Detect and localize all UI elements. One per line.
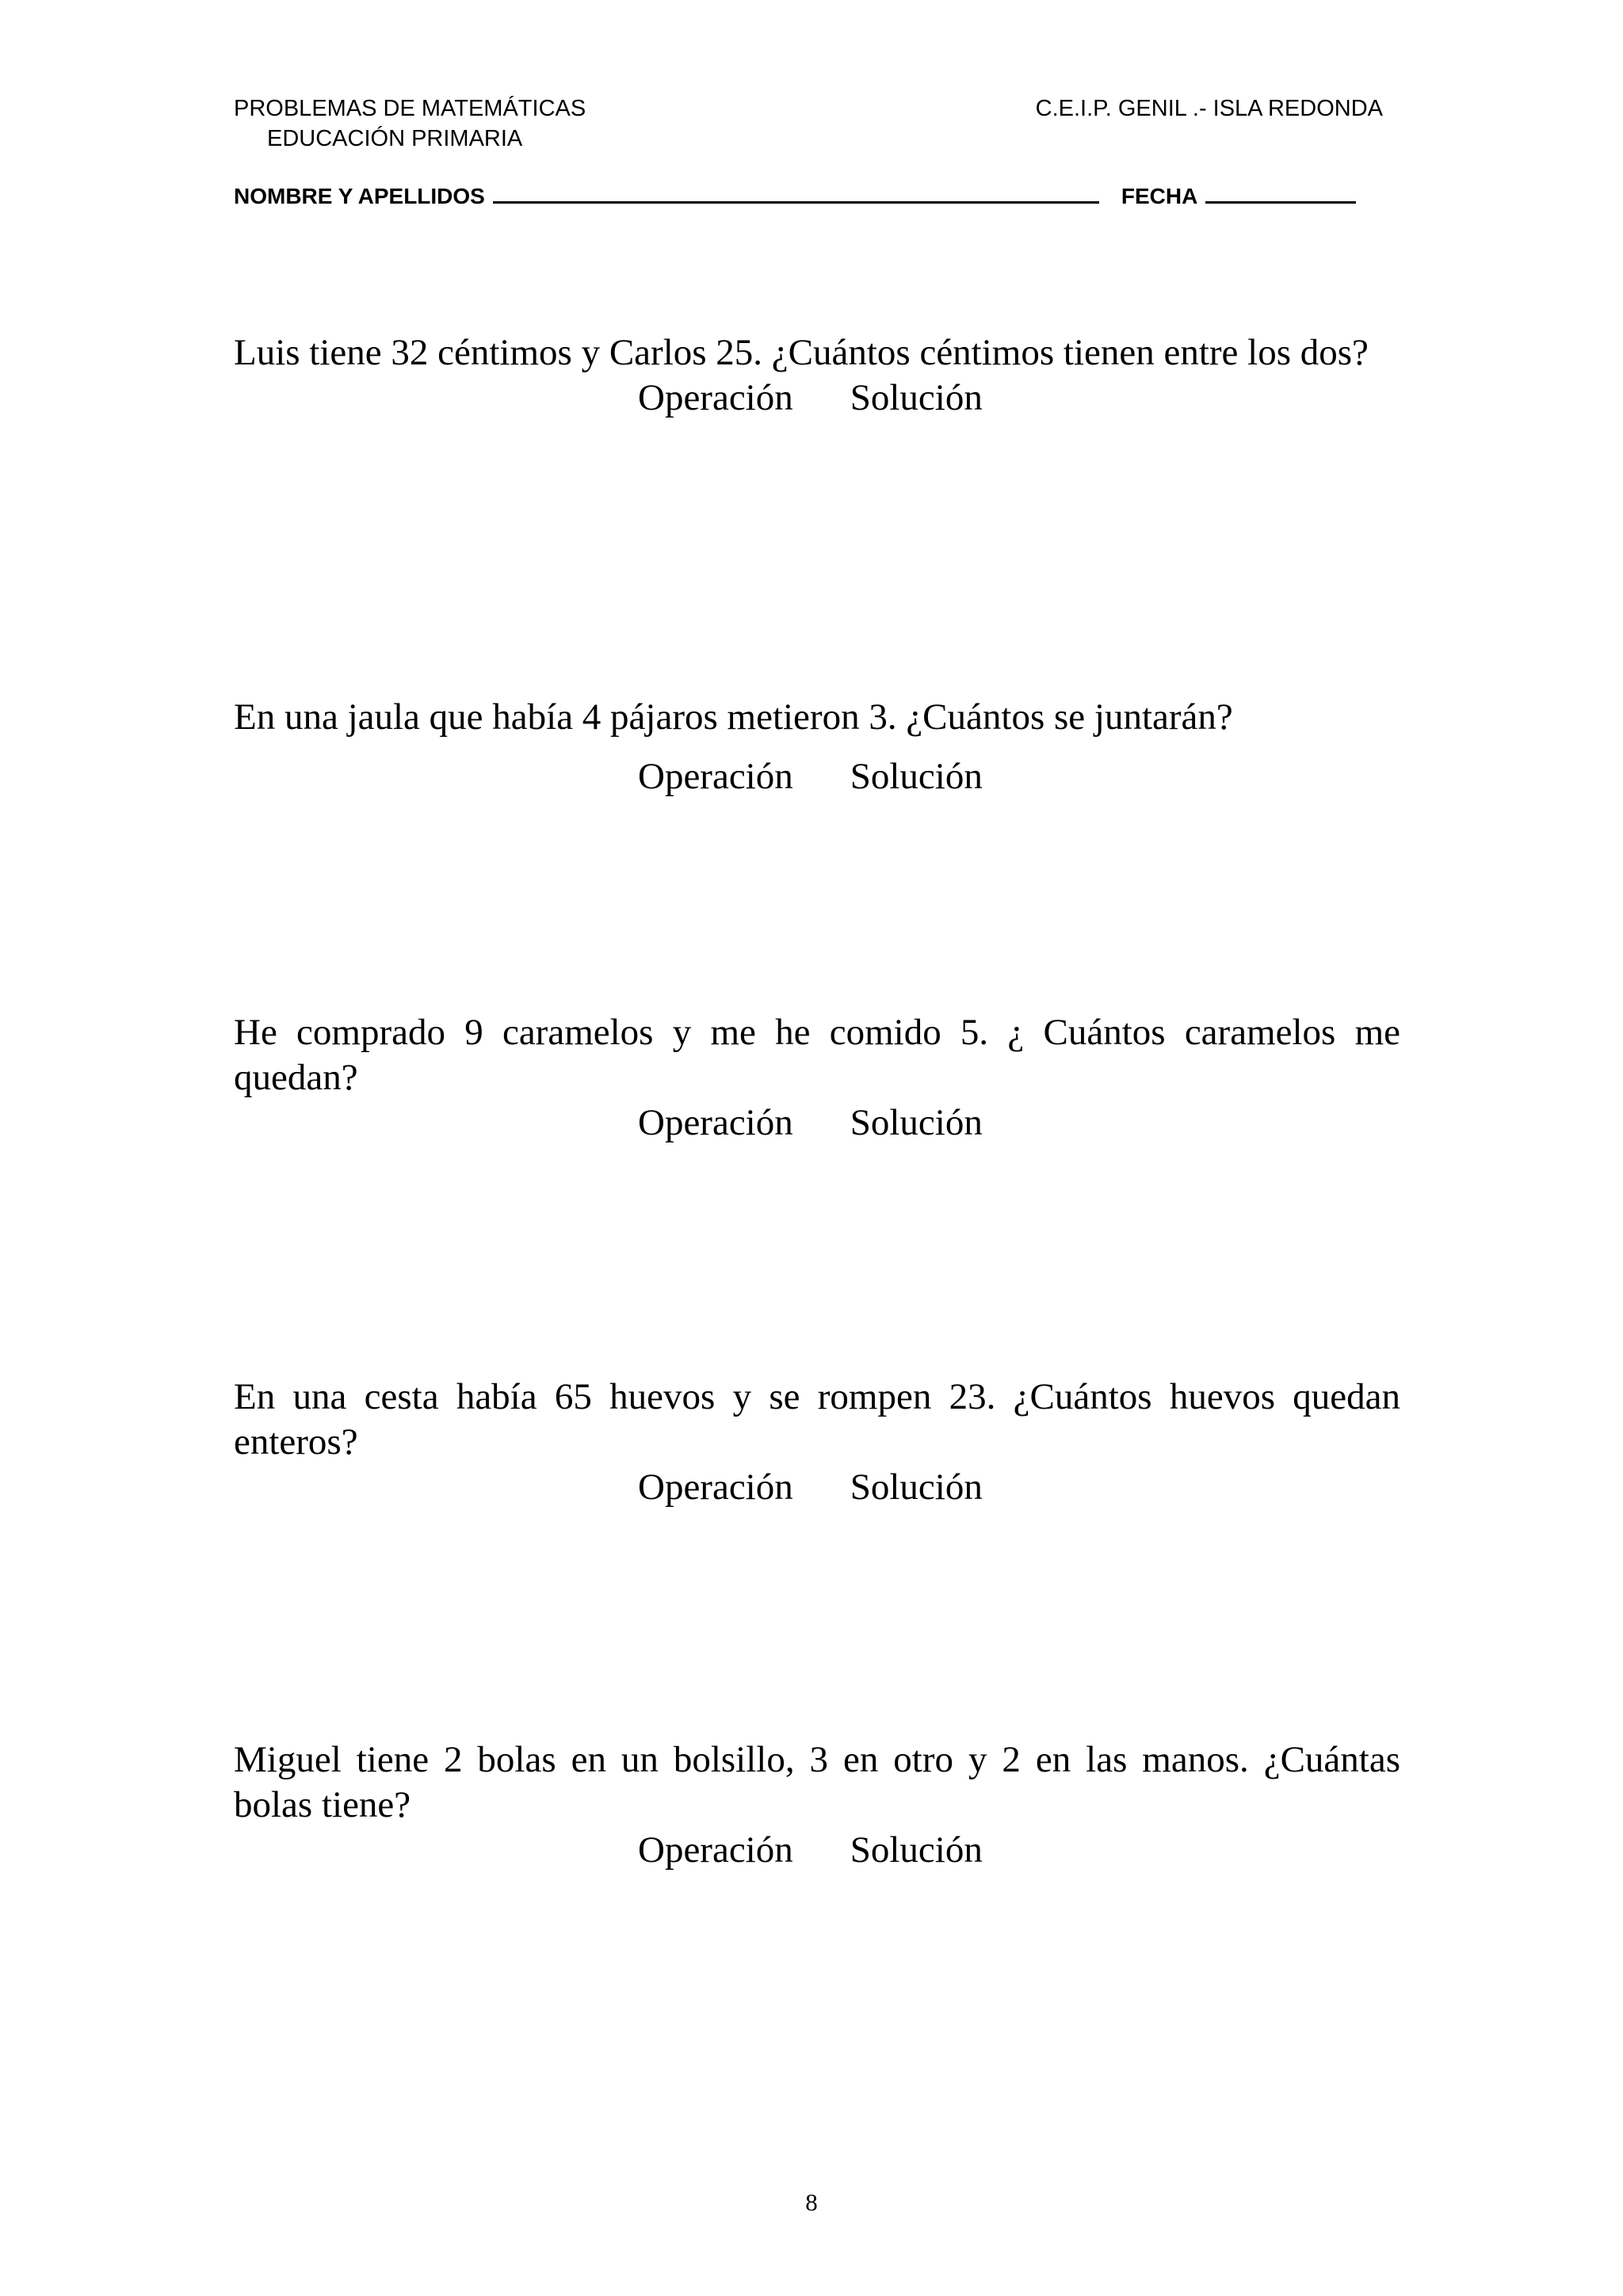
problem-3 [234, 1010, 1400, 1146]
problem-1 [234, 330, 1400, 421]
header-school: C.E.I.P. GENIL .- ISLA REDONDA [1035, 96, 1383, 121]
name-blank-line[interactable] [493, 181, 1099, 204]
problem-answer-labels [234, 1828, 1400, 1873]
operation-label: Operación [638, 377, 793, 418]
solution-label: Solución [850, 756, 983, 797]
problem-answer-labels [234, 1100, 1400, 1146]
problem-answer-labels [234, 1465, 1400, 1510]
operation-label: Operación [638, 1466, 793, 1508]
solution-label: Solución [850, 1829, 983, 1871]
operation-label: Operación [638, 1829, 793, 1871]
operation-label: Operación [638, 756, 793, 797]
problem-4 [234, 1375, 1400, 1510]
solution-label: Solución [850, 1466, 983, 1508]
header-title-line1: PROBLEMAS DE MATEMÁTICAS [234, 96, 586, 121]
problem-answer-labels [234, 376, 1400, 421]
problem-answer-labels [234, 754, 1400, 799]
problem-text: En una cesta había 65 huevos y se rompen 23. ¿Cuántos huevos quedan enteros? [234, 1376, 1400, 1463]
header-title [234, 93, 586, 154]
problem-text: Miguel tiene 2 bolas en un bolsillo, 3 en otro y 2 en las manos. ¿Cuántas bolas tiene? [234, 1739, 1400, 1825]
date-label: FECHA [1121, 184, 1198, 208]
student-info-row [234, 181, 1399, 211]
problem-5 [234, 1737, 1400, 1873]
problem-text: He comprado 9 caramelos y me he comido 5. ¿ Cuántos caramelos me quedan? [234, 1012, 1400, 1098]
problem-text: En una jaula que había 4 pájaros metieron 3. ¿Cuántos se juntarán? [234, 696, 1233, 738]
problem-2 [234, 695, 1400, 799]
page-number: 8 [805, 2188, 818, 2216]
solution-label: Solución [850, 1102, 983, 1143]
header-title-line2: EDUCACIÓN PRIMARIA [267, 126, 523, 151]
operation-label: Operación [638, 1102, 793, 1143]
date-blank-line[interactable] [1205, 181, 1356, 204]
solution-label: Solución [850, 377, 983, 418]
name-label: NOMBRE Y APELLIDOS [234, 184, 485, 208]
problem-text: Luis tiene 32 céntimos y Carlos 25. ¿Cuántos céntimos tienen entre los dos? [234, 332, 1369, 373]
